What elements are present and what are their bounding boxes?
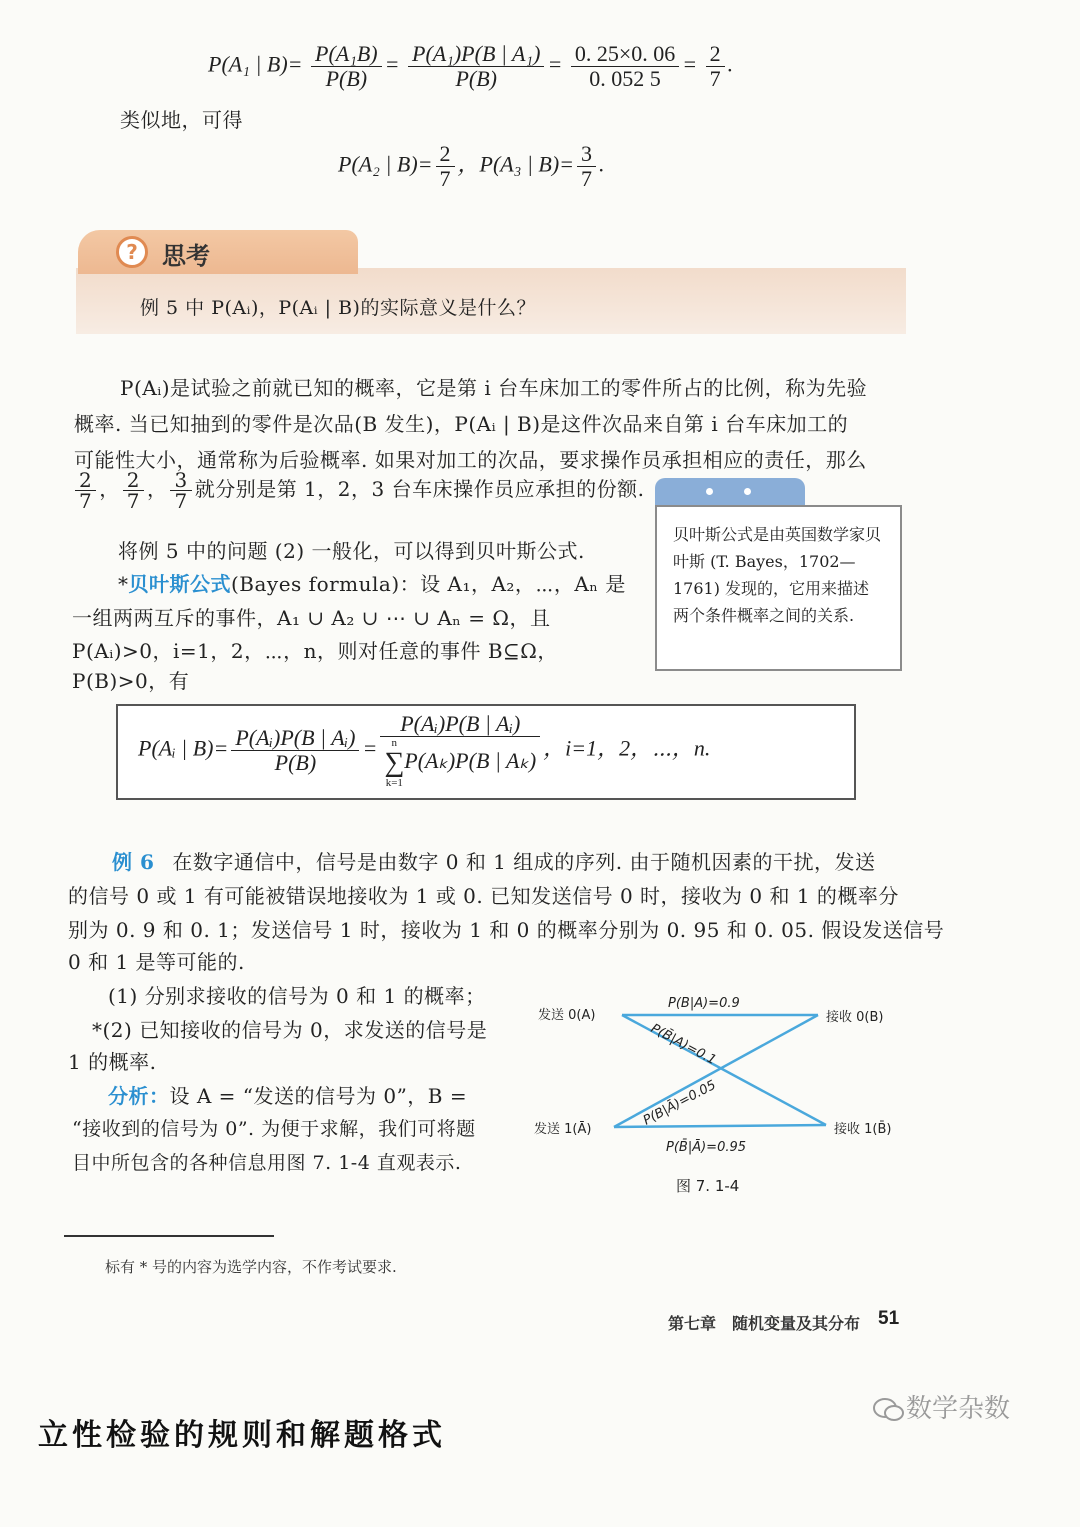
formula-lhs: P(Aᵢ | B)=: [138, 735, 229, 761]
page-number: 51: [878, 1308, 900, 1329]
note-dot: [744, 488, 751, 495]
numerator: P(A₁)P(B | A₁): [408, 42, 544, 67]
example-line: 别为 0. 9 和 0. 1；发送信号 1 时，接收为 1 和 0 的概率分别为 0. 95 和 0. 05. 假设发送信号: [68, 918, 945, 942]
para-line: 可能性大小，通常称为后验概率. 如果对加工的次品，要求操作员承担相应的责任，那么: [74, 448, 867, 472]
period: .: [599, 151, 605, 177]
bayes-def-text: (Bayes formula)：设 A₁，A₂，⋯，Aₙ 是: [231, 572, 626, 596]
denominator: 7: [581, 166, 593, 191]
bottom-title: 立性检验的规则和解题格式: [38, 1418, 446, 1453]
numerator: 3: [577, 142, 596, 167]
para-line: P(Aᵢ)是试验之前就已知的概率，它是第 i 台车床加工的零件所占的比例，称为先验: [120, 376, 868, 400]
example-line: 0 和 1 是等可能的.: [68, 950, 245, 974]
bayes-def-line: 一组两两互斥的事件，A₁ ∪ A₂ ∪ ⋯ ∪ Aₙ = Ω，且: [72, 606, 551, 630]
para-line: 概率. 当已知抽到的零件是次品(B 发生)，P(Aᵢ | B)是这件次品来自第 i 台车床加工的: [74, 412, 849, 436]
example-line: [112, 846, 875, 875]
fraction: [571, 42, 679, 91]
footnote: 标有 * 号的内容为选学内容，不作考试要求.: [105, 1258, 397, 1276]
bayes-formula: P(Aᵢ | B)= $\frac{\text{P(Aᵢ)P(B | Aᵢ)}}{P(B)}$ = P(Aᵢ)P(B | Aᵢ) n ∑ k=1 P(Aₖ)P(B | Aₖ) ，i=1，2，⋯，n.: [138, 711, 711, 789]
recv-0-label: 接收 0(B): [826, 1010, 884, 1025]
analysis-label: 分析：: [108, 1084, 170, 1108]
numerator: P(Aᵢ)P(B | Aᵢ): [231, 726, 359, 751]
edge-1-to-0: [614, 1015, 818, 1127]
top-formula: P(A₁ | B)= $\frac{\text{P(A₁B)}}{P(B)}$ = $\frac{\text{P(A₁)P(B | A₁)}}{P(B)}$ = $\frac{0. 25\times 0. 06}{0. 052 5}$ = $\frac{2}{7}$ .: [208, 41, 734, 91]
prob-top: P(B|A)=0.9: [668, 996, 740, 1011]
numerator: 2: [706, 42, 725, 67]
fraction: [436, 142, 455, 191]
diagram-lines: [614, 1015, 826, 1127]
note-dot: [706, 488, 713, 495]
denominator: 7: [126, 489, 140, 513]
chapter-title: 第七章 随机变量及其分布: [668, 1314, 861, 1333]
period: .: [727, 51, 734, 77]
think-title: 思考: [162, 242, 210, 270]
question-2-cont: 1 的概率.: [68, 1050, 157, 1074]
fraction: [706, 42, 725, 91]
numerator: 2: [123, 470, 144, 491]
bayes-term: 贝叶斯公式: [128, 572, 231, 596]
fraction: [577, 142, 596, 191]
prob-diag-1: P(B̄|A)=0.1: [648, 1021, 719, 1069]
question-icon: ?: [116, 236, 148, 268]
numerator: P(A₁B): [311, 42, 382, 67]
side-note-tab: [655, 478, 805, 506]
optional-star: *: [118, 572, 129, 596]
wechat-icon: [872, 1397, 906, 1423]
fraction: [311, 42, 382, 91]
denominator: [380, 737, 540, 789]
formula-part: ，P(A₃ | B)=: [457, 151, 575, 177]
sum-upper: n: [391, 737, 398, 749]
fraction: [380, 712, 540, 789]
footnote-rule: [64, 1235, 274, 1237]
summation: [384, 737, 404, 789]
bayes-def-line: [118, 568, 626, 597]
para-text: 就分别是第 1，2，3 台车床操作员应承担的份额.: [194, 477, 645, 501]
formula-lhs: P(A₁ | B)=: [208, 51, 303, 77]
prob-diag-2: P(B|Ā)=0.05: [640, 1077, 719, 1129]
example-line: 的信号 0 或 1 有可能被错误地接收为 1 或 0. 已知发送信号 0 时，接收为 0 和 1 的概率分: [68, 884, 899, 908]
numerator: P(Aᵢ)P(B | Aᵢ): [380, 712, 540, 737]
bayes-def-line: P(Aᵢ)>0，i=1，2，⋯，n，则对任意的事件 B⊆Ω，: [72, 639, 558, 663]
question-1: (1) 分别求接收的信号为 0 和 1 的概率；: [108, 984, 486, 1008]
numerator: 3: [170, 470, 191, 491]
denominator: 0. 052 5: [589, 66, 661, 91]
formula-rhs: ，i=1，2，⋯，n.: [543, 735, 711, 761]
prob-bottom: P(B̄|Ā)=0.95: [666, 1140, 747, 1155]
numerator: 2: [75, 470, 96, 491]
watermark: [872, 1388, 1010, 1425]
similarly-text: 类似地，可得: [120, 108, 243, 132]
figure-caption: 图 7. 1-4: [676, 1177, 740, 1195]
watermark-text: 数学杂数: [906, 1394, 1011, 1424]
fraction: [75, 470, 96, 511]
numerator: 0. 25×0. 06: [571, 42, 679, 67]
formula-part: P(A₂ | B)=: [338, 151, 433, 177]
send-1-label: 发送 1(Ā): [534, 1122, 592, 1137]
fraction: [231, 726, 359, 775]
denominator: 7: [709, 66, 721, 91]
denominator: P(B): [274, 750, 317, 775]
analysis-line: “接收到的信号为 0”. 为便于求解，我们可将题: [72, 1118, 476, 1140]
denominator: 7: [174, 489, 188, 513]
sigma-icon: ∑: [384, 747, 405, 778]
fraction: [123, 470, 144, 511]
recv-1-label: 接收 1(B̄): [834, 1122, 892, 1137]
generalize-text: 将例 5 中的问题 (2) 一般化，可以得到贝叶斯公式.: [118, 539, 585, 563]
numerator: 2: [436, 142, 455, 167]
formula-2: [338, 142, 605, 191]
question-2: *(2) 已知接收的信号为 0，求发送的信号是: [92, 1018, 488, 1042]
analysis-text: 设 A = “发送的信号为 0”，B =: [169, 1084, 468, 1108]
sum-lower: k=1: [385, 777, 403, 789]
think-question: 例 5 中 P(Aᵢ)，P(Aᵢ | B)的实际意义是什么？: [140, 297, 536, 319]
para-line-with-fractions: $\frac{2}{7}$ ， $\frac{2}{7}$ ， $\frac{3}{7}$ 就分别是第 1，2，3 台车床操作员应承担的份额.: [72, 470, 644, 511]
fraction: [170, 470, 191, 511]
denominator: P(B): [455, 66, 497, 91]
fraction: [408, 42, 544, 91]
side-note: 贝叶斯公式是由英国数学家贝叶斯 (T. Bayes，1702—1761) 发现的，它用来描述两个条件概率之间的关系.: [655, 505, 902, 671]
sum-body: P(Aₖ)P(B | Aₖ): [404, 748, 537, 774]
example-label: 例 6: [112, 850, 155, 874]
denominator: 7: [79, 489, 93, 513]
analysis-line: [108, 1080, 467, 1109]
send-0-label: 发送 0(A): [538, 1008, 596, 1023]
analysis-line: 目中所包含的各种信息用图 7. 1-4 直观表示.: [72, 1152, 462, 1174]
denominator: P(B): [325, 66, 368, 91]
channel-diagram: [530, 985, 920, 1200]
example-text: 在数字通信中，信号是由数字 0 和 1 组成的序列. 由于随机因素的干扰，发送: [172, 850, 876, 874]
denominator: 7: [439, 166, 451, 191]
bayes-def-line: P(B)>0，有: [72, 669, 190, 693]
